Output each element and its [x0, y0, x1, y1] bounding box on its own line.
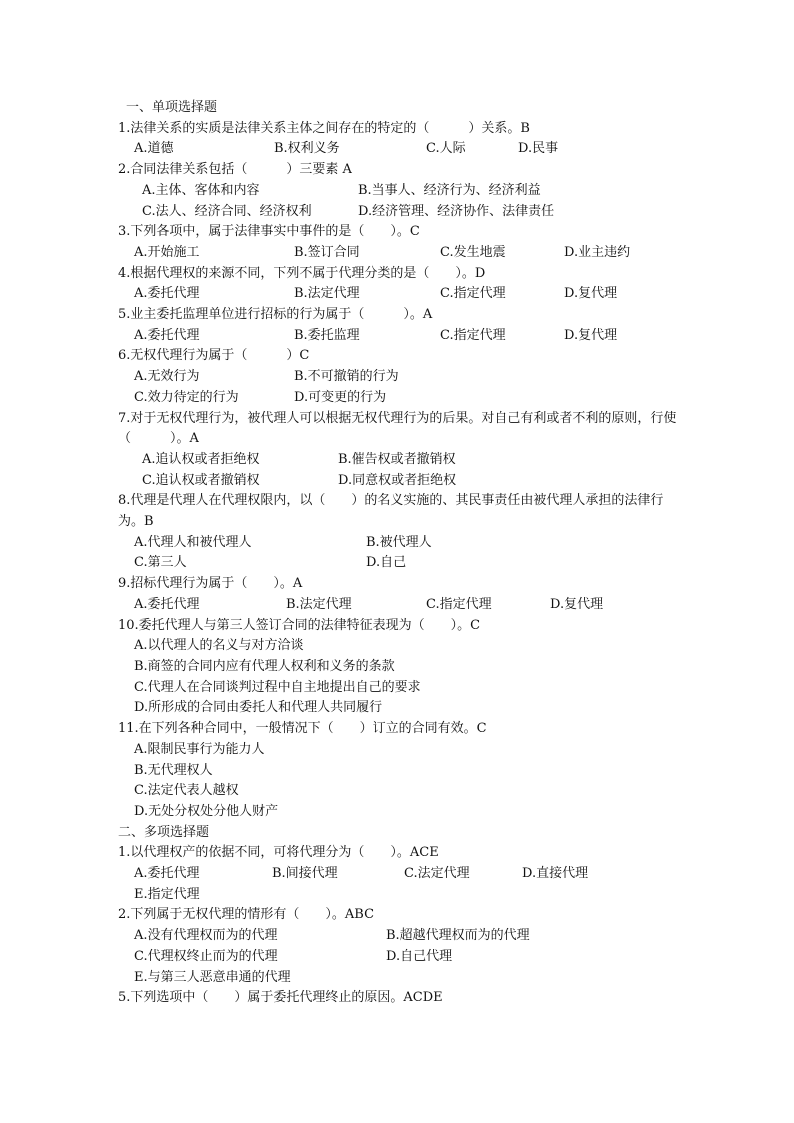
option-d[interactable]: D.民事	[518, 141, 559, 157]
option-b[interactable]: B.法定代理	[294, 286, 360, 302]
option-b[interactable]: B.权利义务	[274, 141, 340, 157]
option-c[interactable]: C.发生地震	[440, 244, 506, 260]
question-5: 5.业主委托监理单位进行招标的行为属于（ ）。A	[118, 307, 433, 323]
option-c[interactable]: C.第三人	[134, 555, 187, 571]
option-c[interactable]: C.人际	[426, 141, 466, 157]
option-b[interactable]: B.被代理人	[366, 534, 432, 550]
option-d[interactable]: D.可变更的行为	[294, 389, 387, 405]
option-c[interactable]: C.指定代理	[426, 596, 492, 612]
question-11-option-b-row	[118, 761, 678, 782]
option-a[interactable]: A.主体、客体和内容	[142, 182, 260, 198]
question-6-options-row-2	[118, 388, 678, 409]
option-a[interactable]: A.无效行为	[134, 369, 200, 385]
option-c[interactable]: C.代理人在合同谈判过程中自主地提出自己的要求	[134, 679, 421, 695]
option-b[interactable]: B.委托监理	[294, 327, 360, 343]
multi-question-5: 5.下列选项中（ ）属于委托代理终止的原因。ACDE	[118, 990, 443, 1006]
question-7-options-row-2	[118, 471, 678, 492]
option-b[interactable]: B.无代理权人	[134, 762, 213, 778]
question-11-option-c-row	[118, 781, 678, 802]
question-8: 8.代理是代理人在代理权限内，以（ ）的名义实施的、其民事责任由被代理人承担的法律行为。B	[118, 493, 664, 530]
question-10-option-c-row	[118, 678, 678, 699]
option-b[interactable]: B.催告权或者撤销权	[338, 451, 456, 467]
option-a[interactable]: A.委托代理	[134, 596, 200, 612]
option-c[interactable]: C.法定代表人越权	[134, 783, 239, 799]
option-b[interactable]: B.超越代理权而为的代理	[386, 928, 530, 944]
question-8-options-row-2	[118, 553, 678, 574]
multi-question-2: 2.下列属于无权代理的情形有（ ）。ABC	[118, 907, 375, 923]
option-d[interactable]: D.业主违约	[564, 244, 631, 260]
option-d[interactable]: D.复代理	[550, 596, 604, 612]
question-2-options-row-2	[118, 202, 678, 223]
option-d[interactable]: D.自己	[366, 555, 407, 571]
multi-question-2-options-row-1	[118, 926, 678, 947]
multi-question-1-options-row-2	[118, 885, 678, 906]
multi-question-2-options-row-2	[118, 947, 678, 968]
option-e[interactable]: E.与第三人恶意串通的代理	[134, 969, 291, 985]
question-9: 9.招标代理行为属于（ ）。A	[118, 576, 303, 592]
question-1-options	[118, 139, 678, 160]
question-3-options	[118, 243, 678, 264]
option-a[interactable]: A.限制民事行为能力人	[134, 741, 265, 757]
question-11-option-a-row	[118, 740, 678, 761]
question-7-options-row-1	[118, 450, 678, 471]
option-c[interactable]: C.法定代理	[404, 866, 470, 882]
question-10-option-d-row	[118, 698, 678, 719]
option-b[interactable]: B.签订合同	[294, 244, 360, 260]
option-c[interactable]: C.指定代理	[440, 286, 506, 302]
option-a[interactable]: A.道德	[134, 141, 174, 157]
question-9-options	[118, 595, 678, 616]
option-b[interactable]: B.当事人、经济行为、经济利益	[358, 182, 541, 198]
option-d[interactable]: D.所形成的合同由委托人和代理人共同履行	[134, 700, 383, 716]
option-d[interactable]: D.自己代理	[386, 948, 453, 964]
option-b[interactable]: B.不可撤销的行为	[294, 369, 399, 385]
question-8-options-row-1	[118, 533, 678, 554]
option-d[interactable]: D.无处分权处分他人财产	[134, 803, 279, 819]
exam-content	[118, 98, 678, 1009]
question-10-option-b-row	[118, 657, 678, 678]
multi-question-1-options-row-1	[118, 864, 678, 885]
question-1: 1.法律关系的实质是法律关系主体之间存在的特定的（ ）关系。B	[118, 120, 530, 136]
option-a[interactable]: A.追认权或者拒绝权	[142, 451, 260, 467]
option-b[interactable]: B.法定代理	[286, 596, 352, 612]
option-d[interactable]: D.复代理	[564, 286, 618, 302]
question-2: 2.合同法律关系包括（ ）三要素 A	[118, 162, 352, 178]
option-e[interactable]: E.指定代理	[134, 886, 200, 902]
question-11-option-d-row	[118, 802, 678, 823]
option-d[interactable]: D.经济管理、经济协作、法律责任	[358, 203, 555, 219]
question-2-options-row-1	[118, 181, 678, 202]
option-c[interactable]: C.法人、经济合同、经济权利	[142, 203, 312, 219]
option-a[interactable]: A.代理人和被代理人	[134, 534, 252, 550]
option-a[interactable]: A.委托代理	[134, 866, 200, 882]
option-c[interactable]: C.代理权终止而为的代理	[134, 948, 278, 964]
option-a[interactable]: A.委托代理	[134, 327, 200, 343]
option-d[interactable]: D.复代理	[564, 327, 618, 343]
option-a[interactable]: A.开始施工	[134, 244, 200, 260]
multi-question-2-options-row-3	[118, 968, 678, 989]
option-c[interactable]: C.追认权或者撤销权	[142, 472, 260, 488]
option-d[interactable]: D.直接代理	[522, 866, 589, 882]
option-a[interactable]: A.委托代理	[134, 286, 200, 302]
option-b[interactable]: B.商签的合同内应有代理人权利和义务的条款	[134, 658, 395, 674]
question-6: 6.无权代理行为属于（ ）C	[118, 348, 310, 364]
section-title-multiple-choice: 二、多项选择题	[118, 824, 210, 840]
question-11: 11.在下列各种合同中，一般情况下（ ）订立的合同有效。C	[118, 721, 487, 737]
question-10: 10.委托代理人与第三人签订合同的法律特征表现为（ ）。C	[118, 617, 481, 633]
question-6-options-row-1	[118, 367, 678, 388]
option-c[interactable]: C.指定代理	[440, 327, 506, 343]
question-4-options	[118, 284, 678, 305]
question-3: 3.下列各项中，属于法律事实中事件的是（ ）。C	[118, 224, 420, 240]
option-a[interactable]: A.以代理人的名义与对方洽谈	[134, 638, 304, 654]
section-title-single-choice: 一、单项选择题	[126, 100, 218, 115]
question-7: 7.对于无权代理行为，被代理人可以根据无权代理行为的后果。对自己有利或者不利的原则，行使（ ）。A	[118, 410, 677, 447]
option-d[interactable]: D.同意权或者拒绝权	[338, 472, 457, 488]
question-10-option-a-row	[118, 636, 678, 657]
option-c[interactable]: C.效力待定的行为	[134, 389, 239, 405]
option-a[interactable]: A.没有代理权而为的代理	[134, 928, 278, 944]
multi-question-1: 1.以代理权产的依据不同，可将代理分为（ ）。ACE	[118, 845, 439, 861]
question-4: 4.根据代理权的来源不同，下列不属于代理分类的是（ ）。D	[118, 265, 486, 281]
option-b[interactable]: B.间接代理	[272, 866, 338, 882]
question-5-options	[118, 326, 678, 347]
